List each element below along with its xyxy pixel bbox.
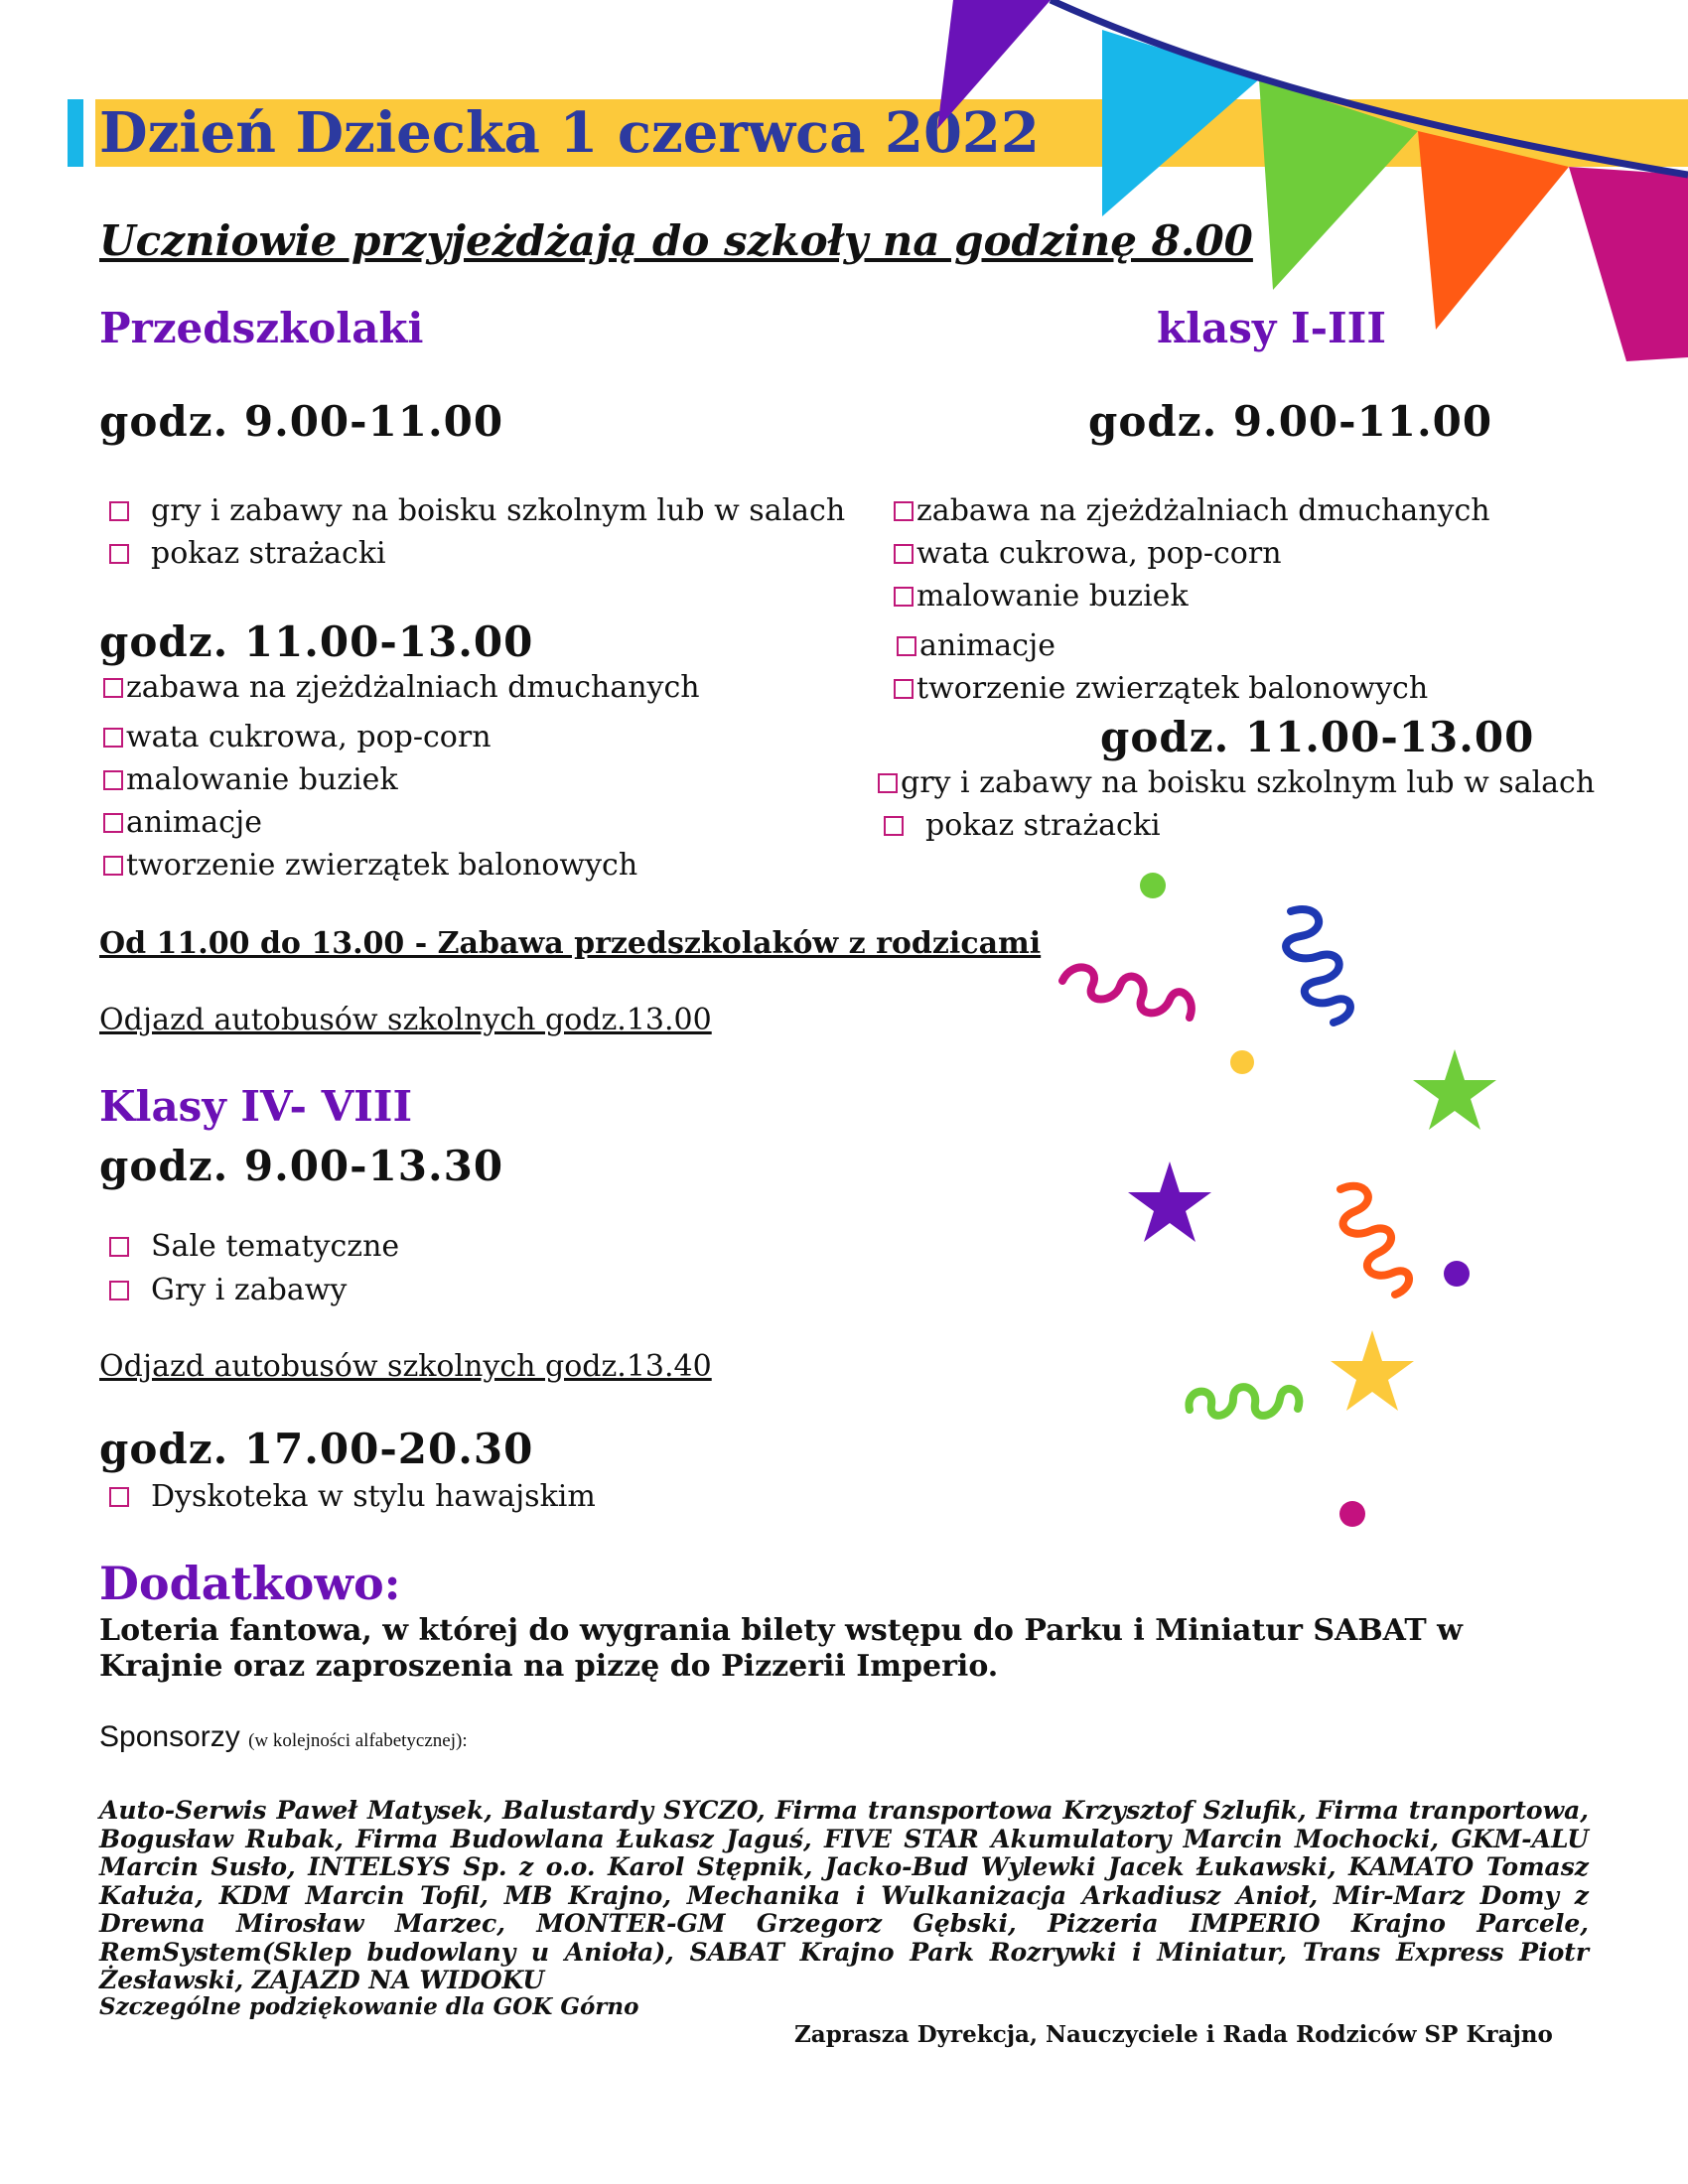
grades-1-3-slot1-time: godz. 9.00-11.00 [1088,397,1493,446]
list-item [99,493,845,528]
list-item [897,628,1055,663]
list-item-label: zabawa na zjeżdżalniach dmuchanych [916,493,1490,528]
confetti-streamer-magenta [1062,967,1192,1018]
list-item [99,1479,596,1514]
grades-4-8-bus-note: Odjazd autobusów szkolnych godz.13.40 [99,1349,712,1384]
thanks-note: Szczególne podziękowanie dla GOK Górno [99,1993,639,2020]
grades-1-3-slot2-time: godz. 11.00-13.00 [1100,713,1535,761]
grades-4-8-time: godz. 9.00-13.30 [99,1142,504,1190]
checkbox-icon [884,816,904,836]
arrival-note: Uczniowie przyjeżdżają do szkoły na godzinę 8.00 [99,216,1253,265]
page-title: Dzień Dziecka 1 czerwca 2022 [99,100,1040,166]
confetti-star-yellow [1331,1330,1414,1411]
list-item [103,848,637,883]
list-item-label: Sale tematyczne [151,1229,400,1264]
flag-orange [1418,131,1569,330]
extra-text: Loteria fantowa, w której do wygrania bilety wstępu do Parku i Miniatur SABAT w Krajnie oraz zaproszenia na pizzę do Pizzerii Imperio. [99,1613,1463,1684]
list-item-label: Dyskoteka w stylu hawajskim [151,1479,596,1514]
confetti-dot-purple [1444,1261,1470,1287]
list-item-label: malowanie buziek [126,762,398,797]
checkbox-icon [103,813,123,833]
preschool-bus-note: Odjazd autobusów szkolnych godz.13.00 [99,1003,712,1037]
evening-time: godz. 17.00-20.30 [99,1425,534,1473]
list-item [103,720,492,754]
sponsors-heading [99,1720,468,1754]
grades-1-3-title: klasy I-III [1157,304,1386,352]
list-item [894,493,1490,528]
list-item-label: pokaz strażacki [925,808,1161,843]
confetti-dot-magenta [1339,1501,1365,1527]
list-item [99,1229,399,1264]
preschool-title: Przedszkolaki [99,304,424,352]
checkbox-icon [109,1487,129,1507]
list-item [99,1273,347,1307]
sponsors-label: Sponsorzy [99,1720,240,1753]
list-item-label: malowanie buziek [916,579,1189,614]
list-item [894,536,1282,571]
confetti-dot-green [1140,873,1166,898]
confetti-streamer-orange [1340,1186,1409,1295]
list-item-label: gry i zabawy na boisku szkolnym lub w salach [151,493,846,528]
list-item-label: Gry i zabawy [151,1273,348,1307]
checkbox-icon [109,1237,129,1257]
confetti-streamer-green [1189,1387,1299,1416]
checkbox-icon [109,1281,129,1300]
checkbox-icon [894,501,914,521]
preschool-slot1-time: godz. 9.00-11.00 [99,397,504,446]
confetti-streamer-blue [1286,909,1350,1023]
checkbox-icon [878,773,898,793]
list-item [874,808,1161,843]
checkbox-icon [103,678,123,698]
checkbox-icon [894,544,914,564]
checkbox-icon [109,501,129,521]
list-item-label: zabawa na zjeżdżalniach dmuchanych [126,670,700,705]
list-item-label: tworzenie zwierzątek balonowych [126,848,638,883]
checkbox-icon [894,679,914,699]
checkbox-icon [109,544,129,564]
flag-purple [937,0,1051,129]
flag-magenta [1569,167,1688,361]
checkbox-icon [897,636,916,656]
extra-title: Dodatkowo: [99,1557,401,1610]
list-item [894,671,1428,706]
flag-blue [1102,30,1259,216]
list-item-label: animacje [919,628,1055,663]
sponsors-list: Auto-Serwis Paweł Matysek, Balustardy SYCZO, Firma transportowa Krzysztof Szlufik, Firma tranportowa, Bogusław Rubak, Firma Budowlana Łukasz Jaguś, FIVE STAR Akumulatory Marcin Mochocki, GKM-ALU Marcin Susło, INTELSYS Sp. z o.o. Karol Stępnik, Jacko-Bud Wylewki Jacek Łukawski, KAMATO Tomasz Kałuża, KDM Marcin Tofil, MB Krajno, Mechanika i Wulkanizacja Arkadiusz Anioł, Mir-Marz Domy z Drewna Mirosław Marzec, MONTER-GM Grzegorz Gębski, Pizzeria IMPERIO Krajno Parcele, RemSystem(Sklep budowlany u Anioła), SABAT Krajno Park Rozrywki i Miniatur, Trans Express Piotr Żesławski, ZAJAZD NA WIDOKU [99,1796,1589,1994]
list-item [894,579,1189,614]
parents-note: Od 11.00 do 13.00 - Zabawa przedszkolaków z rodzicami [99,926,1042,961]
confetti-star-purple [1128,1161,1211,1242]
list-item [103,805,262,840]
checkbox-icon [103,728,123,748]
list-item [103,762,398,797]
checkbox-icon [103,856,123,876]
list-item [878,765,1595,800]
list-item [99,536,386,571]
sponsors-note: (w kolejności alfabetycznej): [248,1730,468,1751]
checkbox-icon [103,770,123,790]
list-item-label: wata cukrowa, pop-corn [126,720,492,754]
grades-4-8-title: Klasy IV- VIII [99,1082,413,1131]
list-item-label: animacje [126,805,262,840]
list-item-label: wata cukrowa, pop-corn [916,536,1282,571]
confetti-star-green [1413,1049,1496,1130]
list-item-label: tworzenie zwierzątek balonowych [916,671,1429,706]
list-item [103,670,700,705]
confetti-dot-yellow [1230,1050,1254,1074]
flag-green [1259,79,1418,290]
checkbox-icon [894,587,914,607]
invitation-signature: Zaprasza Dyrekcja, Nauczyciele i Rada Rodziców SP Krajno [794,2021,1553,2048]
list-item-label: gry i zabawy na boisku szkolnym lub w salach [901,765,1596,800]
preschool-slot2-time: godz. 11.00-13.00 [99,617,534,666]
list-item-label: pokaz strażacki [151,536,386,571]
